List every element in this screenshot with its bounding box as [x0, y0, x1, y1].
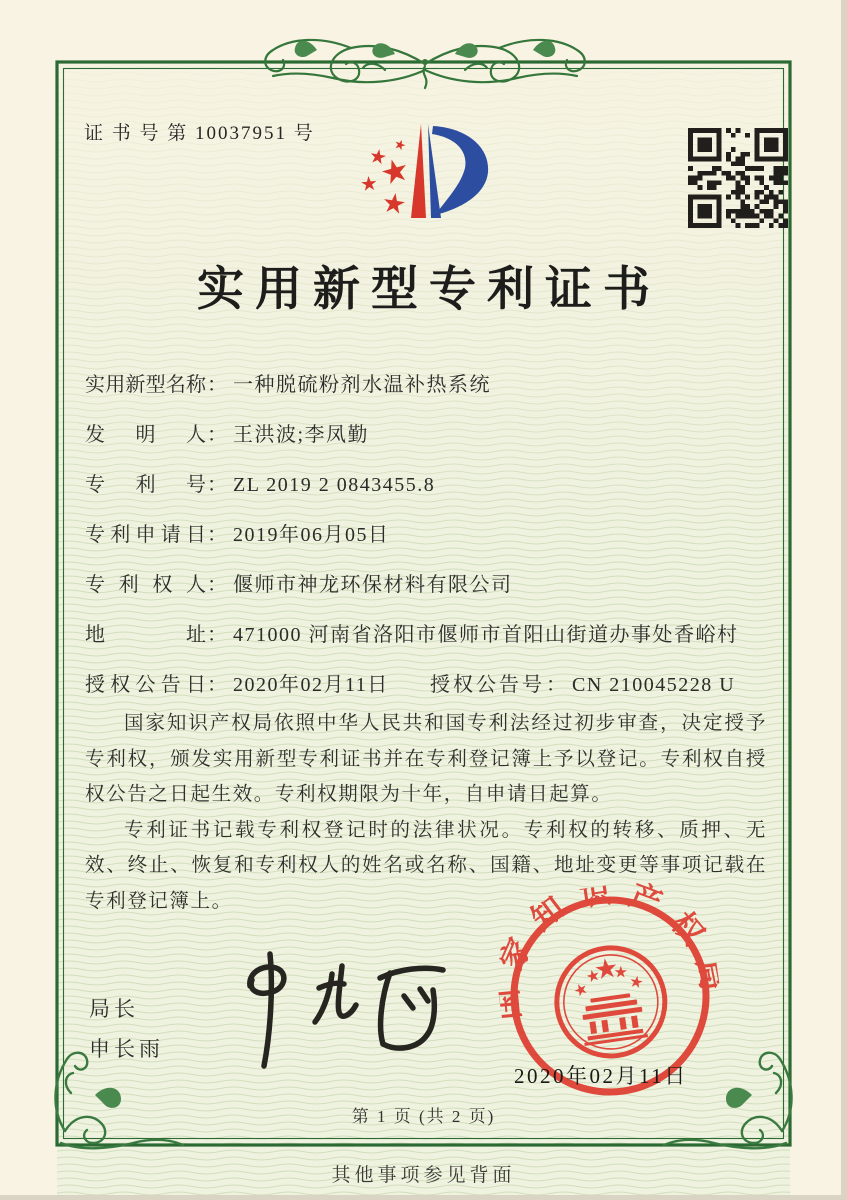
field-value: CN 210045228 U [572, 674, 736, 696]
field-colon: ： [207, 374, 227, 396]
footer-note: 其他事项参见背面 [331, 1165, 516, 1186]
field-label: 发明人 [85, 424, 206, 446]
field-value: 2020年02月11日 [233, 674, 389, 696]
field-row-patentee [85, 568, 513, 597]
legal-paragraph: 国家知识产权局依照中华人民共和国专利法经过初步审查，决定授予专利权，颁发实用新型专利证书并在专利登记簿上予以登记。专利权自授权公告之日起生效。专利权期限为十年，自申请日起算。 [85, 713, 767, 805]
field-colon: ： [207, 524, 227, 546]
field-colon: ： [207, 674, 227, 696]
certificate-title: 实用新型专利证书 [197, 264, 661, 316]
field-colon: ： [207, 424, 227, 446]
field-row-grant [85, 668, 736, 697]
seal-text: 国家知识产权局 [488, 873, 731, 1022]
field-row-filing-date [85, 518, 390, 547]
field-row-patent-number [85, 468, 435, 497]
field-row-name [85, 368, 491, 397]
green-scroll-ornament [255, 26, 595, 98]
field-colon: ： [207, 624, 227, 646]
field-label: 专利号 [85, 474, 206, 496]
field-colon: ： [207, 574, 227, 596]
certificate-number: 证 书 号 第 10037951 号 [84, 123, 315, 144]
field-value: ZL 2019 2 0843455.8 [233, 474, 436, 496]
qr-code [688, 128, 788, 228]
field-value: 471000 河南省洛阳市偃师市首阳山街道办事处香峪村 [233, 624, 739, 646]
shen-changyu-signature-icon [212, 942, 457, 1077]
field-label: 专利权人 [85, 574, 206, 596]
field-value: 一种脱硫粉剂水温补热系统 [233, 374, 491, 396]
field-colon: ： [546, 674, 566, 696]
field-label: 授权公告号 [430, 674, 545, 696]
field-label: 地址 [85, 624, 206, 646]
national-emblem-icon [550, 941, 672, 1063]
commissioner-title: 局长 [89, 997, 139, 1021]
commissioner-name: 申长雨 [89, 1037, 164, 1061]
field-label: 实用新型名称 [85, 374, 206, 396]
field-row-inventors [85, 418, 369, 447]
legal-paragraph: 专利证书记载专利权登记时的法律状况。专利权的转移、质押、无效、终止、恢复和专利权人的姓名或名称、国籍、地址变更等事项记载在专利登记簿上。 [85, 819, 767, 912]
field-row-address [85, 618, 739, 647]
grant-number-group [430, 668, 735, 697]
page-number: 第 1 页 (共 2 页) [351, 1107, 496, 1126]
field-value: 王洪波;李凤勤 [233, 424, 370, 446]
cnipa-patent-logo-icon [338, 110, 510, 240]
field-value: 2019年06月05日 [233, 524, 390, 546]
field-label: 专利申请日 [85, 524, 206, 546]
field-value: 偃师市神龙环保材料有限公司 [233, 574, 513, 596]
field-colon: ： [207, 474, 227, 496]
seal-date: 2020年02月11日 [514, 1064, 688, 1088]
field-label: 授权公告日 [85, 674, 206, 696]
